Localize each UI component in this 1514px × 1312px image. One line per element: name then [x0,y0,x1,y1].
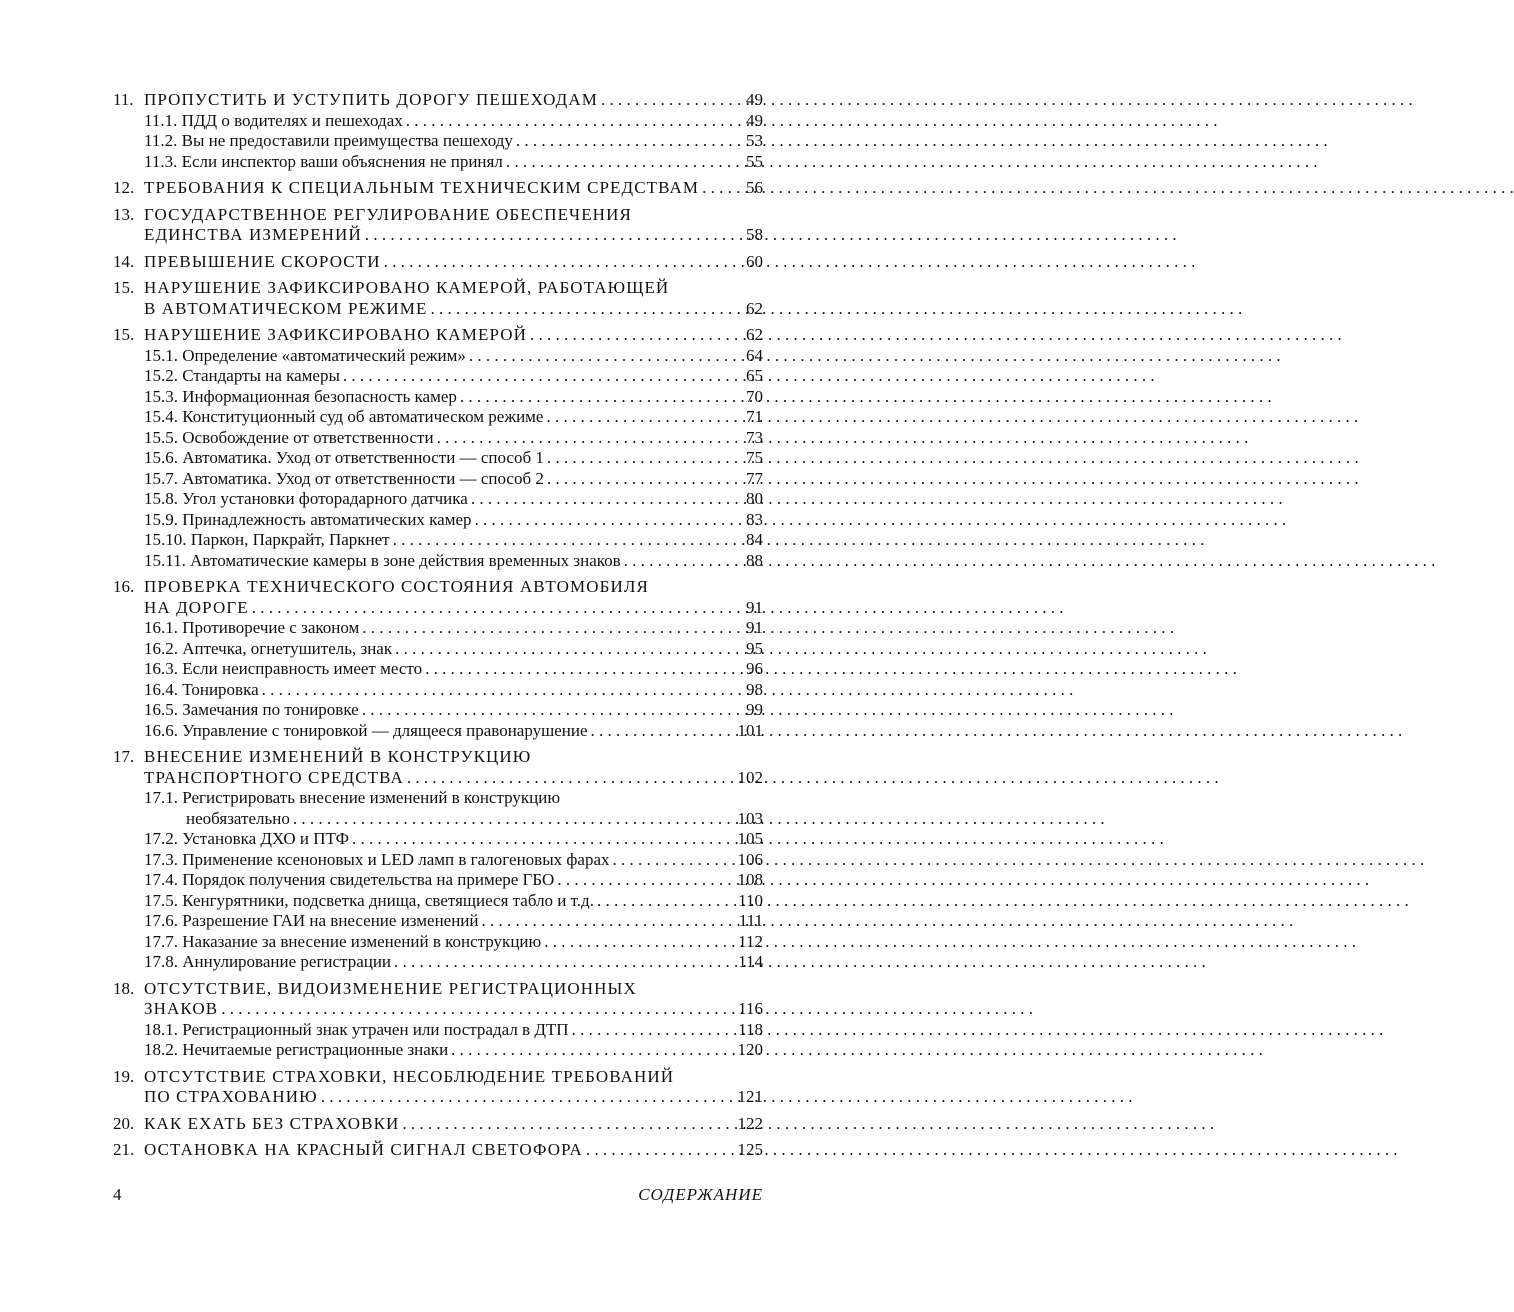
page-ref: 101 [737,720,763,740]
subsection-entry [144,850,763,871]
dot-leader [262,680,743,701]
page-ref: 62 [746,325,763,344]
toc-chapter-line [113,325,763,346]
subsection-title: 15.11. Автоматические камеры в зоне действия временных знаков [144,550,621,570]
toc-subsection [113,700,763,721]
dot-leader [352,829,735,850]
page-ref: 102 [737,767,763,787]
chapter-entry [144,90,763,111]
page-ref: 53 [746,131,763,150]
toc-subsection [113,346,763,367]
toc-subsection [113,911,763,932]
toc-subsection [113,659,763,680]
page-ref: 73 [746,427,763,447]
subsection-entry [144,639,763,660]
page-ref: 65 [746,366,763,385]
page-ref: 62 [746,298,763,318]
dot-leader [586,1140,735,1161]
toc-chapter-line [113,1067,763,1088]
subsection-entry [144,387,763,408]
subsection-entry [144,911,763,932]
subsection-entry [144,700,763,721]
subsection-title: 17.1. Регистрировать внесение изменений в конструкцию [144,788,561,807]
toc-section [113,252,763,273]
toc-chapter-line [113,90,763,111]
chapter-entry [144,299,763,320]
toc-chapter-line [113,178,763,199]
dot-leader [547,448,743,469]
subsection-entry [144,551,763,572]
toc-section [113,1067,763,1108]
subsection-title: 17.6. Разрешение ГАИ на внесение изменений [144,911,479,930]
page-ref: 108 [737,870,763,889]
dot-leader [365,225,743,246]
dot-leader [321,1087,735,1108]
toc-subsection [113,448,763,469]
toc-subsection [113,131,763,152]
chapter-entry [144,278,763,299]
page-ref: 56 [746,178,763,197]
subsection-title: 15.2. Стандарты на камеры [144,366,340,385]
chapter-entry [144,252,763,273]
dot-leader [394,952,735,973]
chapter-entry [144,1087,763,1108]
dot-leader [395,639,743,660]
subsection-entry [144,448,763,469]
dot-leader [544,932,735,953]
toc-chapter-line [113,577,763,598]
subsection-entry [144,407,763,428]
chapter-title: ЕДИНСТВА ИЗМЕРЕНИЙ [144,225,362,244]
subsection-title: 11.2. Вы не предоставили преимущества пешеходу [144,131,513,150]
chapter-number: 21. [113,1140,135,1159]
toc-subsection [113,1040,763,1061]
page-ref: 77 [746,468,763,488]
toc-subsection [113,639,763,660]
toc-subsection [113,428,763,449]
toc-subsection [113,530,763,551]
page-ref: 91 [746,597,763,617]
page-ref: 71 [746,407,763,426]
dot-leader [601,90,743,111]
toc-section [113,205,763,246]
page-ref: 98 [746,679,763,699]
chapter-number: 13. [113,204,135,224]
toc-section [113,979,763,1061]
chapter-entry [144,1114,763,1135]
subsection-title: 15.8. Угол установки фоторадарного датчика [144,489,468,508]
chapter-number: 19. [113,1066,135,1086]
toc-subsection [113,387,763,408]
subsection-entry [144,659,763,680]
subsection-title: 16.5. Замечания по тонировке [144,700,359,719]
dot-leader [393,530,743,551]
toc-chapter-line [113,747,763,768]
chapter-title: ЗНАКОВ [144,999,219,1018]
subsection-entry [144,891,763,912]
subsection-title: 16.6. Управление с тонировкой — длящееся правонарушение [144,720,588,740]
dot-leader [702,178,743,199]
chapter-number: 16. [113,577,135,596]
toc-section [113,278,763,319]
toc-chapter-line [113,979,763,1000]
toc-section [113,577,763,741]
toc-subsection [113,618,763,639]
subsection-title: 17.8. Аннулирование регистрации [144,952,392,971]
subsection-title: 15.9. Принадлежность автоматических камер [144,509,472,529]
toc-subsection [113,952,763,973]
subsection-title: 15.6. Автоматика. Уход от ответственности — способ 1 [144,448,544,467]
chapter-number: 12. [113,178,135,197]
subsection-entry [144,809,763,830]
chapter-entry [144,999,763,1020]
subsection-title: 11.1. ПДД о водителях и пешеходах [144,110,403,130]
dot-leader [469,346,743,367]
page-ref: 55 [746,151,763,171]
dot-leader [597,891,735,912]
chapter-entry [144,1140,763,1161]
chapter-entry [144,577,763,598]
dot-leader [430,299,743,320]
chapter-title: ПРОПУСТИТЬ И УСТУПИТЬ ДОРОГУ ПЕШЕХОДАМ [144,90,598,109]
subsection-entry [144,1020,763,1041]
subsection-entry [144,346,763,367]
toc-subsection [113,891,763,912]
toc-section [113,178,763,199]
dot-leader [406,111,743,132]
page-ref: 111 [738,911,763,930]
subsection-title: 15.10. Паркон, Паркрайт, Паркнет [144,530,390,549]
page-ref: 120 [737,1040,763,1059]
chapter-entry [144,768,763,789]
dot-leader [516,131,743,152]
toc-chapter-line [113,225,763,246]
dot-leader [530,325,743,346]
dot-leader [407,768,735,789]
subsection-entry [144,489,763,510]
dot-leader [425,659,743,680]
subsection-title: 16.2. Аптечка, огнетушитель, знак [144,638,393,658]
page-ref: 96 [746,659,763,678]
chapter-entry [144,979,763,1000]
page-ref: 95 [746,638,763,658]
subsection-title: 16.1. Противоречие с законом [144,618,360,637]
toc-section [113,1140,763,1161]
toc-chapter-line [113,999,763,1020]
page-ref: 118 [738,1019,763,1039]
page-ref: 99 [746,700,763,719]
chapter-number: 18. [113,978,135,998]
subsection-title: 15.4. Конституционный суд об автоматическом режиме [144,407,544,426]
chapter-title: ВНЕСЕНИЕ ИЗМЕНЕНИЙ В КОНСТРУКЦИЮ [144,747,532,766]
page-ref: 105 [737,829,763,848]
dot-leader [572,1020,736,1041]
chapter-title: КАК ЕХАТЬ БЕЗ СТРАХОВКИ [144,1113,400,1133]
subsection-entry [144,366,763,387]
toc-chapter-line [113,768,763,789]
toc-subsection [113,111,763,132]
page-ref: 103 [737,808,763,828]
chapter-entry [144,598,763,619]
page-ref: 114 [738,952,763,971]
subsection-entry [144,131,763,152]
chapter-number: 17. [113,747,135,766]
toc-section [113,1114,763,1135]
subsection-entry [144,428,763,449]
subsection-entry [144,111,763,132]
toc-section [113,747,763,973]
toc-chapter-line [113,252,763,273]
toc-subsection [113,407,763,428]
page-ref: 49 [746,110,763,130]
subsection-title: 17.3. Применение ксеноновых и LED ламп в галогеновых фарах [144,849,610,869]
chapter-title: ОТСУТСТВИЕ, ВИДОИЗМЕНЕНИЕ РЕГИСТРАЦИОННЫХ [144,978,637,998]
subsection-title: 11.3. Если инспектор ваши объяснения не принял [144,151,503,171]
page-ref: 84 [746,530,763,549]
dot-leader [591,721,735,742]
dot-leader [221,999,735,1020]
chapter-number: 15. [113,278,135,297]
dot-leader [384,252,743,273]
page-ref: 125 [737,1140,763,1159]
page-ref: 121 [737,1087,763,1106]
toc-subsection-continued [113,809,763,830]
subsection-entry [144,932,763,953]
page-ref: 64 [746,345,763,365]
page-ref: 75 [746,448,763,467]
table-of-contents [113,90,763,1167]
subsection-entry [144,1040,763,1061]
chapter-number: 11. [113,90,134,109]
chapter-title: В АВТОМАТИЧЕСКОМ РЕЖИМЕ [144,298,428,318]
subsection-title: 15.5. Освобождение от ответственности [144,427,434,447]
subsection-title: необязательно [186,808,290,828]
chapter-entry [144,747,763,768]
page-ref: 88 [746,550,763,570]
toc-section [113,325,763,571]
page-ref: 112 [738,931,763,951]
chapter-number: 20. [113,1113,135,1133]
page-ref: 58 [746,225,763,244]
page-ref: 106 [737,849,763,869]
subsection-entry [144,530,763,551]
page-number: 4 [113,1185,122,1204]
dot-leader [402,1114,734,1135]
toc-chapter-line [113,1087,763,1108]
toc-subsection [113,489,763,510]
toc-subsection [113,551,763,572]
chapter-number: 15. [113,325,135,344]
chapter-title: НА ДОРОГЕ [144,597,249,617]
subsection-title: 15.7. Автоматика. Уход от ответственности — способ 2 [144,468,544,488]
page-footer [113,1185,763,1205]
dot-leader [362,700,743,721]
toc-chapter-line [113,205,763,226]
subsection-title: 18.2. Нечитаемые регистрационные знаки [144,1040,449,1059]
toc-subsection [113,932,763,953]
toc-subsection [113,366,763,387]
toc-subsection [113,870,763,891]
subsection-title: 15.3. Информационная безопасность камер [144,386,457,406]
toc-chapter-line [113,278,763,299]
page-ref: 80 [746,489,763,508]
chapter-entry [144,178,763,199]
toc-chapter-line [113,1140,763,1161]
chapter-title: ОТСУТСТВИЕ СТРАХОВКИ, НЕСОБЛЮДЕНИЕ ТРЕБОВАНИЙ [144,1066,675,1086]
chapter-title: НАРУШЕНИЕ ЗАФИКСИРОВАНО КАМЕРОЙ, РАБОТАЮЩЕЙ [144,278,670,297]
page-ref: 49 [746,90,763,109]
subsection-entry [144,788,763,809]
toc-chapter-line [113,1114,763,1135]
dot-leader [252,598,743,619]
subsection-title: 16.3. Если неисправность имеет место [144,659,423,678]
chapter-entry [144,205,763,226]
page-ref: 91 [746,618,763,637]
toc-subsection [113,152,763,173]
chapter-entry [144,325,763,346]
chapter-number: 14. [113,251,135,271]
chapter-entry [144,1067,763,1088]
toc-subsection [113,510,763,531]
toc-chapter-line [113,598,763,619]
page-ref: 122 [737,1113,763,1133]
dot-leader [624,551,743,572]
chapter-title: ПО СТРАХОВАНИЮ [144,1087,318,1106]
subsection-entry [144,829,763,850]
toc-subsection [113,721,763,742]
chapter-title: ТРАНСПОРТНОГО СРЕДСТВА [144,767,404,787]
subsection-entry [144,870,763,891]
subsection-entry [144,952,763,973]
toc-chapter-line [113,299,763,320]
toc-section [113,90,763,172]
subsection-title: 17.5. Кенгурятники, подсветка днища, светящиеся табло и т.д. [144,890,594,910]
subsection-entry [144,680,763,701]
dot-leader [471,489,743,510]
dot-leader [362,618,743,639]
subsection-title: 17.4. Порядок получения свидетельства на примере ГБО [144,870,555,889]
toc-subsection [113,680,763,701]
page-ref: 70 [746,386,763,406]
chapter-title: НАРУШЕНИЕ ЗАФИКСИРОВАНО КАМЕРОЙ [144,325,528,344]
dot-leader [293,809,735,830]
chapter-title: ПРЕВЫШЕНИЕ СКОРОСТИ [144,251,381,271]
dot-leader [437,428,743,449]
toc-subsection [113,788,763,809]
subsection-title: 16.4. Тонировка [144,679,259,699]
toc-subsection [113,850,763,871]
chapter-entry [144,225,763,246]
page-ref: 116 [738,999,763,1018]
subsection-entry [144,721,763,742]
chapter-title: ГОСУДАРСТВЕННОЕ РЕГУЛИРОВАНИЕ ОБЕСПЕЧЕНИЯ [144,204,632,224]
subsection-title: 17.7. Наказание за внесение изменений в конструкцию [144,931,542,951]
dot-leader [546,407,743,428]
subsection-entry [144,469,763,490]
subsection-entry [144,618,763,639]
subsection-title: 15.1. Определение «автоматический режим» [144,345,466,365]
subsection-title: 17.2. Установка ДХО и ПТФ [144,829,349,848]
dot-leader [613,850,735,871]
toc-subsection [113,1020,763,1041]
dot-leader [475,510,743,531]
dot-leader [547,469,743,490]
page-ref: 110 [738,890,763,910]
toc-subsection [113,829,763,850]
dot-leader [506,152,743,173]
subsection-entry [144,510,763,531]
chapter-title: ОСТАНОВКА НА КРАСНЫЙ СИГНАЛ СВЕТОФОРА [144,1140,583,1159]
dot-leader [343,366,743,387]
page-ref: 60 [746,251,763,271]
subsection-entry [144,152,763,173]
chapter-title: ПРОВЕРКА ТЕХНИЧЕСКОГО СОСТОЯНИЯ АВТОМОБИЛЯ [144,577,649,596]
toc-subsection [113,469,763,490]
dot-leader [482,911,736,932]
dot-leader [460,387,743,408]
page-ref: 83 [746,509,763,529]
dot-leader [451,1040,734,1061]
running-title: СОДЕРЖАНИЕ [638,1185,763,1204]
chapter-title: ТРЕБОВАНИЯ К СПЕЦИАЛЬНЫМ ТЕХНИЧЕСКИМ СРЕДСТВАМ [144,178,700,197]
subsection-title: 18.1. Регистрационный знак утрачен или пострадал в ДТП [144,1019,569,1039]
dot-leader [557,870,734,891]
